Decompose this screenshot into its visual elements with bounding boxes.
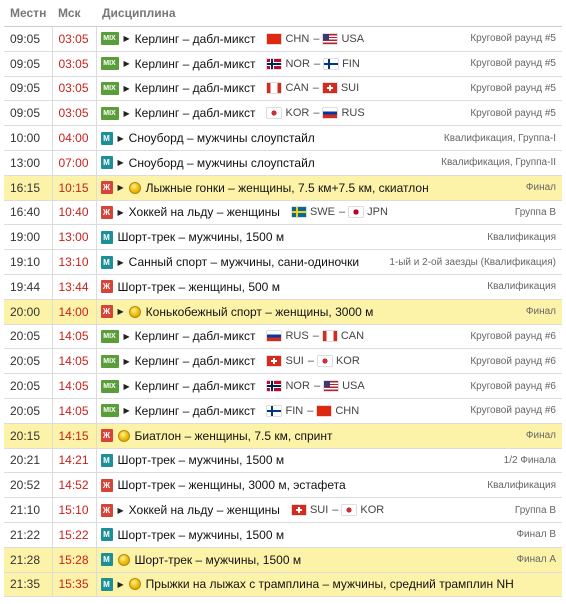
expand-arrow-icon[interactable]: ▶ — [123, 108, 130, 118]
moscow-time: 14:00 — [52, 299, 96, 324]
discipline-title[interactable]: Конькобежный спорт – женщины, 3000 м — [145, 304, 374, 319]
discipline-cell — [96, 349, 562, 374]
team-code: NOR — [285, 57, 310, 70]
stage-label: Круговой раунд #5 — [470, 33, 556, 45]
flag-icon — [324, 381, 338, 391]
team-code: JPN — [367, 206, 388, 219]
discipline-cell — [96, 150, 562, 175]
matchup — [267, 33, 364, 45]
stage-label: Круговой раунд #5 — [470, 58, 556, 70]
discipline-cell — [96, 299, 562, 324]
schedule-row[interactable] — [4, 349, 562, 374]
schedule-row[interactable] — [4, 175, 562, 200]
stage-label: Финал — [525, 430, 556, 442]
matchup-separator: – — [313, 32, 320, 45]
expand-arrow-icon[interactable]: ▶ — [123, 356, 130, 366]
team-code: RUS — [285, 330, 309, 343]
matchup — [292, 504, 384, 516]
category-badge: MIX — [101, 404, 119, 417]
medal-icon — [129, 578, 141, 590]
team-code: NOR — [285, 380, 310, 393]
flag-icon — [267, 59, 281, 69]
discipline-title[interactable]: Прыжки на лыжах с трамплина – мужчины, средний трамплин NH — [145, 577, 514, 592]
discipline-title[interactable]: Керлинг – дабл-микст — [134, 31, 256, 46]
local-time: 21:10 — [4, 498, 52, 523]
schedule-row[interactable] — [4, 126, 562, 151]
moscow-time: 03:05 — [52, 76, 96, 101]
category-badge: MIX — [101, 82, 119, 95]
moscow-time: 03:05 — [52, 101, 96, 126]
discipline-title[interactable]: Хоккей на льду – женщины — [128, 503, 280, 518]
stage-label: Квалификация — [487, 281, 556, 293]
category-badge: Ж — [101, 305, 113, 318]
moscow-time: 04:00 — [52, 126, 96, 151]
moscow-time: 14:52 — [52, 473, 96, 498]
matchup-separator: – — [332, 504, 339, 517]
stage-label: Круговой раунд #6 — [470, 380, 556, 392]
moscow-time: 03:05 — [52, 51, 96, 76]
discipline-title[interactable]: Керлинг – дабл-микст — [134, 106, 256, 121]
local-time: 16:15 — [4, 175, 52, 200]
category-badge: MIX — [101, 355, 119, 368]
matchup — [267, 107, 364, 119]
flag-icon — [323, 331, 337, 341]
matchup-separator: – — [313, 107, 320, 120]
schedule-row[interactable] — [4, 150, 562, 175]
flag-icon — [267, 356, 281, 366]
category-badge: Ж — [101, 479, 113, 492]
discipline-cell — [96, 498, 562, 523]
flag-icon — [267, 83, 281, 93]
category-badge: Ж — [101, 206, 113, 219]
team-code: CAN — [285, 82, 309, 95]
flag-icon — [323, 83, 337, 93]
category-badge: М — [101, 231, 113, 244]
team-code: SWE — [309, 206, 335, 219]
local-time: 20:21 — [4, 448, 52, 473]
moscow-time: 10:15 — [52, 175, 96, 200]
category-badge: М — [101, 132, 113, 145]
local-time: 19:10 — [4, 250, 52, 275]
discipline-cell — [96, 423, 562, 448]
expand-arrow-icon[interactable]: ▶ — [123, 331, 130, 341]
stage-label: Финал — [525, 306, 556, 318]
matchup-separator: – — [339, 206, 346, 219]
expand-arrow-icon[interactable]: ▶ — [117, 207, 124, 217]
category-badge: Ж — [101, 181, 113, 194]
medal-icon — [118, 430, 130, 442]
discipline-cell — [96, 101, 562, 126]
category-badge: MIX — [101, 57, 119, 70]
discipline-title[interactable]: Шорт-трек – мужчины, 1500 м — [117, 230, 285, 245]
schedule-row[interactable] — [4, 572, 562, 597]
flag-icon — [267, 406, 281, 416]
flag-icon — [292, 505, 306, 515]
schedule-row[interactable] — [4, 473, 562, 498]
stage-label: Квалификация — [487, 479, 556, 491]
team-code: KOR — [335, 355, 360, 368]
discipline-title[interactable]: Шорт-трек – мужчины, 1500 м — [117, 453, 285, 468]
stage-label: Квалификация, Группа-II — [441, 157, 556, 169]
category-badge: Ж — [101, 504, 113, 517]
team-code: CHN — [335, 404, 360, 417]
header-local[interactable]: Местн — [4, 0, 52, 27]
discipline-title[interactable]: Керлинг – дабл-микст — [134, 354, 256, 369]
discipline-cell — [96, 274, 562, 299]
category-badge: М — [101, 528, 113, 541]
discipline-cell — [96, 27, 562, 52]
category-badge: Ж — [101, 280, 113, 293]
schedule-row[interactable] — [4, 522, 562, 547]
matchup-separator: – — [312, 82, 319, 95]
discipline-title[interactable]: Керлинг – дабл-микст — [134, 81, 256, 96]
moscow-time: 15:35 — [52, 572, 96, 597]
local-time: 20:05 — [4, 349, 52, 374]
header-row — [4, 0, 562, 27]
discipline-cell — [96, 76, 562, 101]
discipline-cell — [96, 324, 562, 349]
moscow-time: 03:05 — [52, 27, 96, 52]
stage-label: Финал A — [516, 554, 556, 566]
stage-label: Круговой раунд #5 — [470, 107, 556, 119]
moscow-time: 14:05 — [52, 374, 96, 399]
moscow-time: 13:44 — [52, 274, 96, 299]
flag-icon — [267, 34, 281, 44]
expand-arrow-icon[interactable]: ▶ — [117, 505, 124, 515]
stage-label: Финал B — [516, 529, 556, 541]
matchup — [267, 330, 364, 342]
stage-label: Финал — [525, 182, 556, 194]
discipline-title[interactable]: Хоккей на льду – женщины — [128, 205, 280, 220]
team-code: KOR — [360, 504, 385, 517]
moscow-time: 15:10 — [52, 498, 96, 523]
discipline-title[interactable]: Шорт-трек – женщины, 500 м — [117, 279, 280, 294]
moscow-time: 13:00 — [52, 225, 96, 250]
matchup-separator: – — [307, 404, 314, 417]
schedule-row[interactable] — [4, 423, 562, 448]
discipline-cell — [96, 225, 562, 250]
discipline-cell — [96, 250, 562, 275]
team-code: SUI — [285, 355, 304, 368]
local-time: 09:05 — [4, 101, 52, 126]
schedule-table — [4, 0, 562, 597]
stage-label: Группа B — [514, 504, 556, 516]
moscow-time: 07:00 — [52, 150, 96, 175]
matchup — [267, 58, 359, 70]
discipline-cell — [96, 200, 562, 225]
discipline-cell — [96, 522, 562, 547]
moscow-time: 14:21 — [52, 448, 96, 473]
moscow-time: 10:40 — [52, 200, 96, 225]
discipline-title[interactable]: Керлинг – дабл-микст — [134, 329, 256, 344]
schedule-row[interactable] — [4, 324, 562, 349]
local-time: 13:00 — [4, 150, 52, 175]
local-time: 21:28 — [4, 547, 52, 572]
expand-arrow-icon[interactable]: ▶ — [123, 381, 130, 391]
discipline-title[interactable]: Шорт-трек – мужчины, 1500 м — [134, 552, 302, 567]
matchup — [292, 206, 388, 218]
category-badge: Ж — [101, 429, 113, 442]
category-badge: MIX — [101, 380, 119, 393]
schedule-row[interactable] — [4, 374, 562, 399]
local-time: 20:52 — [4, 473, 52, 498]
stage-label: Круговой раунд #6 — [470, 405, 556, 417]
flag-icon — [349, 207, 363, 217]
category-badge: М — [101, 256, 113, 269]
discipline-title[interactable]: Керлинг – дабл-микст — [134, 56, 256, 71]
moscow-time: 14:05 — [52, 324, 96, 349]
local-time: 09:05 — [4, 51, 52, 76]
stage-label: Группа B — [514, 206, 556, 218]
team-code: CAN — [340, 330, 365, 343]
moscow-time: 14:05 — [52, 349, 96, 374]
local-time: 20:05 — [4, 398, 52, 423]
header-msk[interactable]: Мск — [52, 0, 96, 27]
expand-arrow-icon[interactable]: ▶ — [117, 183, 124, 193]
discipline-title[interactable]: Сноуборд – мужчины слоупстайл — [128, 131, 315, 146]
local-time: 09:05 — [4, 27, 52, 52]
local-time: 16:40 — [4, 200, 52, 225]
expand-arrow-icon[interactable]: ▶ — [123, 34, 130, 44]
schedule-row[interactable] — [4, 498, 562, 523]
category-badge: М — [101, 553, 113, 566]
matchup-separator: – — [307, 355, 314, 368]
schedule-row[interactable] — [4, 51, 562, 76]
local-time: 10:00 — [4, 126, 52, 151]
team-code: USA — [341, 32, 365, 45]
discipline-title[interactable]: Лыжные гонки – женщины, 7.5 км+7.5 км, скиатлон — [145, 180, 429, 195]
medal-icon — [129, 306, 141, 318]
local-time: 20:05 — [4, 374, 52, 399]
stage-label: Круговой раунд #6 — [470, 330, 556, 342]
expand-arrow-icon[interactable]: ▶ — [117, 133, 124, 143]
schedule-row[interactable] — [4, 547, 562, 572]
team-code: USA — [342, 380, 365, 393]
matchup — [267, 355, 359, 367]
discipline-cell — [96, 448, 562, 473]
team-code: KOR — [285, 107, 310, 120]
team-code: FIN — [342, 57, 360, 70]
local-time: 20:15 — [4, 423, 52, 448]
matchup-separator: – — [312, 330, 319, 343]
category-badge: MIX — [101, 107, 119, 120]
matchup-separator: – — [313, 57, 321, 70]
stage-label: Круговой раунд #5 — [470, 82, 556, 94]
team-code: RUS — [341, 107, 365, 120]
discipline-title[interactable]: Сноуборд – мужчины слоупстайл — [128, 155, 315, 170]
expand-arrow-icon[interactable]: ▶ — [123, 83, 130, 93]
team-code: SUI — [309, 504, 329, 517]
discipline-cell — [96, 398, 562, 423]
discipline-cell — [96, 473, 562, 498]
moscow-time: 14:05 — [52, 398, 96, 423]
schedule-row[interactable] — [4, 274, 562, 299]
discipline-cell — [96, 51, 562, 76]
local-time: 20:00 — [4, 299, 52, 324]
matchup — [267, 82, 359, 94]
discipline-cell — [96, 547, 562, 572]
discipline-cell — [96, 175, 562, 200]
stage-label: 1/2 Финала — [503, 454, 556, 466]
schedule-body — [4, 27, 562, 597]
matchup — [267, 380, 364, 392]
expand-arrow-icon[interactable]: ▶ — [117, 579, 124, 589]
expand-arrow-icon[interactable]: ▶ — [117, 307, 124, 317]
expand-arrow-icon[interactable]: ▶ — [117, 158, 124, 168]
discipline-title[interactable]: Шорт-трек – мужчины, 1500 м — [117, 527, 285, 542]
matchup — [267, 405, 359, 417]
schedule-row[interactable] — [4, 398, 562, 423]
stage-label: 1-ый и 2-ой заезды (Квалификация) — [389, 256, 556, 268]
moscow-time: 13:10 — [52, 250, 96, 275]
category-badge: М — [101, 578, 113, 591]
stage-label: Квалификация, Группа-I — [443, 132, 556, 144]
expand-arrow-icon[interactable]: ▶ — [117, 257, 124, 267]
moscow-time: 14:15 — [52, 423, 96, 448]
local-time: 21:22 — [4, 522, 52, 547]
flag-icon — [323, 34, 337, 44]
matchup-separator: – — [313, 380, 321, 393]
flag-icon — [323, 108, 337, 118]
category-badge: М — [101, 454, 113, 467]
flag-icon — [292, 207, 306, 217]
discipline-title[interactable]: Керлинг – дабл-микст — [134, 403, 256, 418]
discipline-title[interactable]: Керлинг – дабл-микст — [134, 379, 256, 394]
schedule-row[interactable] — [4, 200, 562, 225]
local-time: 09:05 — [4, 76, 52, 101]
moscow-time: 15:22 — [52, 522, 96, 547]
flag-icon — [318, 356, 332, 366]
schedule-row[interactable] — [4, 76, 562, 101]
category-badge: MIX — [101, 32, 119, 45]
local-time: 21:35 — [4, 572, 52, 597]
discipline-cell — [96, 126, 562, 151]
discipline-title[interactable]: Биатлон – женщины, 7.5 км, спринт — [134, 428, 333, 443]
team-code: FIN — [285, 404, 304, 417]
schedule-row[interactable] — [4, 299, 562, 324]
flag-icon — [267, 331, 281, 341]
local-time: 19:44 — [4, 274, 52, 299]
category-badge: MIX — [101, 330, 119, 343]
team-code: CHN — [285, 32, 310, 45]
discipline-title[interactable]: Шорт-трек – женщины, 3000 м, эстафета — [117, 478, 346, 493]
discipline-title[interactable]: Санный спорт – мужчины, сани-одиночки — [128, 255, 360, 270]
flag-icon — [267, 381, 281, 391]
stage-label: Квалификация — [487, 231, 556, 243]
discipline-cell — [96, 572, 562, 597]
flag-icon — [324, 59, 338, 69]
local-time: 20:05 — [4, 324, 52, 349]
category-badge: М — [101, 156, 113, 169]
discipline-cell — [96, 374, 562, 399]
flag-icon — [267, 108, 281, 118]
flag-icon — [342, 505, 356, 515]
stage-label: Круговой раунд #6 — [470, 355, 556, 367]
schedule-row[interactable] — [4, 448, 562, 473]
schedule-row[interactable] — [4, 250, 562, 275]
expand-arrow-icon[interactable]: ▶ — [123, 59, 130, 69]
flag-icon — [317, 406, 331, 416]
local-time: 19:00 — [4, 225, 52, 250]
medal-icon — [118, 554, 130, 566]
medal-icon — [129, 182, 141, 194]
schedule-row[interactable] — [4, 225, 562, 250]
team-code: SUI — [340, 82, 360, 95]
schedule-row[interactable] — [4, 27, 562, 52]
expand-arrow-icon[interactable]: ▶ — [123, 406, 130, 416]
moscow-time: 15:28 — [52, 547, 96, 572]
header-discipline[interactable]: Дисциплина — [96, 0, 562, 27]
schedule-row[interactable] — [4, 101, 562, 126]
